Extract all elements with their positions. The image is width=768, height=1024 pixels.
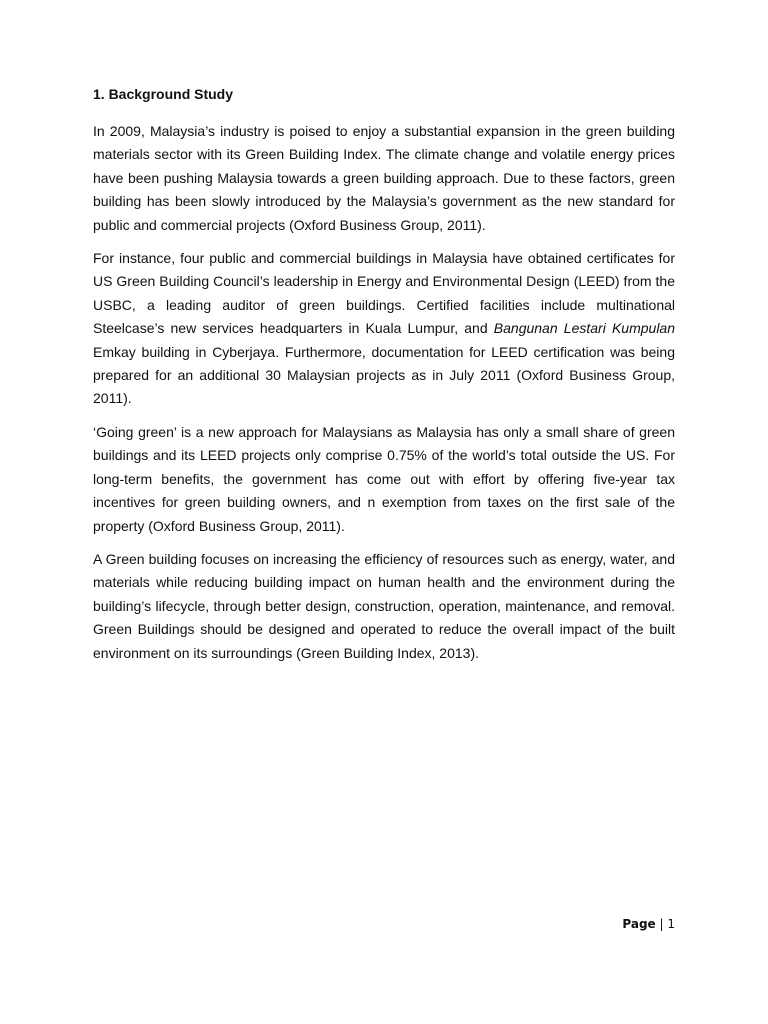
document-body [93, 84, 675, 675]
paragraph-1: In 2009, Malaysia’s industry is poised to enjoy a substantial expansion in the green building materials sector with its Green Building Index. The climate change and volatile energy prices have been pushing Malaysia towards a green building approach. Due to these factors, green building has been slowly introduced by the Malaysia’s government as the new standard for public and commercial projects (Oxford Business Group, 2011). [93, 123, 675, 233]
paragraph-2-text-before: For instance, four public and commercial buildings in Malaysia have obtained certificates for US Green Building Council’s leadership in Energy and Environmental Design (LEED) from the USBC, a leading auditor of green buildings. Certified facilities include multinational Steelcase’s new services headquarters in Kuala Lumpur, and [93, 250, 675, 337]
page-number: 1 [667, 917, 675, 931]
paragraph-2-italic-text: Bangunan Lestari Kumpulan [493, 320, 675, 337]
page-label: Page [622, 917, 656, 931]
paragraph-2-text-after: Emkay building in Cyberjaya. Furthermore, documentation for LEED certification was being prepared for an additional 30 Malaysian projects as in July 2011 (Oxford Business Group, 2011). [93, 343, 675, 407]
paragraph-4: A Green building focuses on increasing the efficiency of resources such as energy, water, and materials while reducing building impact on human health and the environment during the building’s lifecycle, through better design, construction, operation, maintenance, and removal. Green Buildings should be designed and operated to reduce the overall impact of the built environment on its surroundings (Green Building Index, 2013). [93, 550, 675, 661]
paragraph-2 [93, 247, 675, 411]
paragraph-3: ‘Going green’ is a new approach for Malaysians as Malaysia has only a small share of green buildings and its LEED projects only comprise 0.75% of the world’s total outside the US. For long-term benefits, the government has come out with effort by offering five-year tax incentives for green building owners, and n exemption from taxes on the first sale of the property (Oxford Business Group, 2011). [93, 423, 675, 534]
page-separator: | [655, 917, 668, 931]
page-footer [622, 917, 675, 931]
section-heading: 1. Background Study [93, 86, 234, 102]
